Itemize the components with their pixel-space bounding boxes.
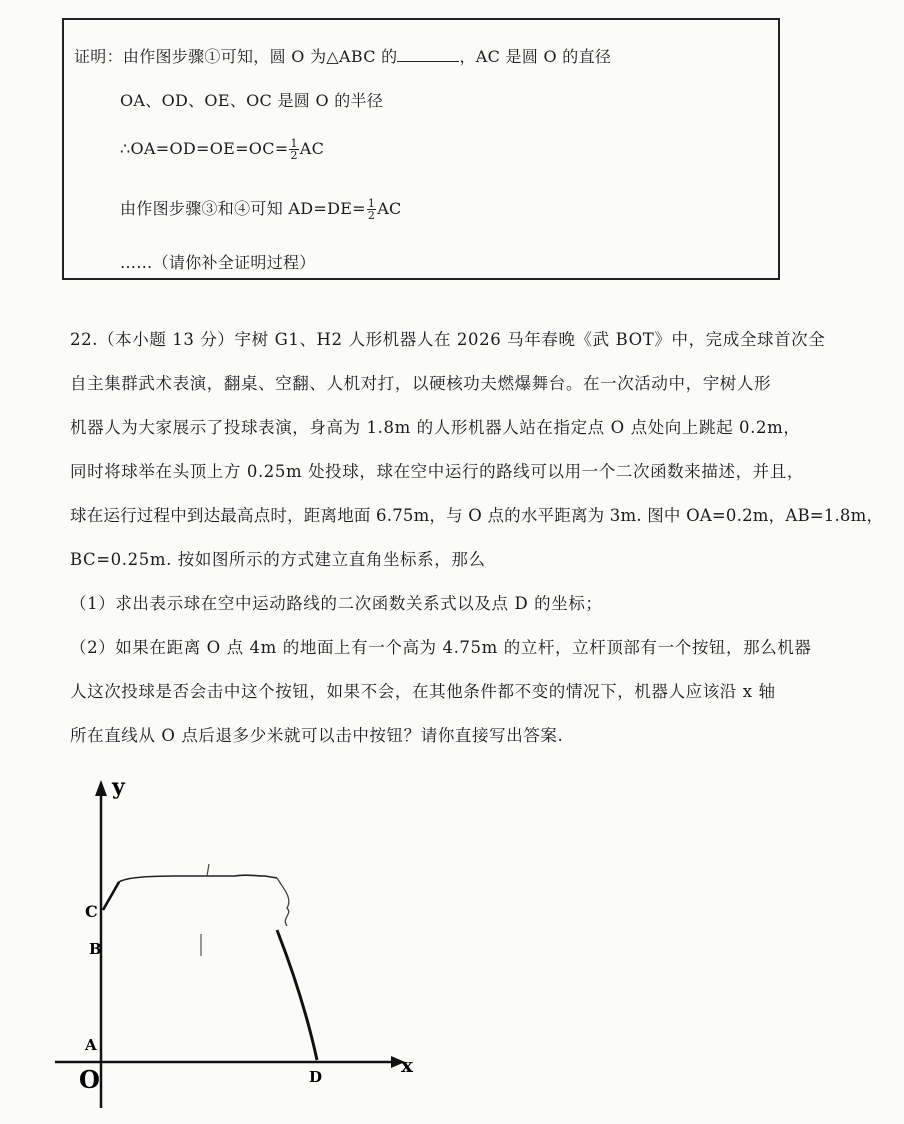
coordinate-figure <box>55 770 435 1115</box>
problem-question-2-line-3: 所在直线从 O 点后退多少米就可以击中按钮？请你直接写出答案. <box>70 726 564 745</box>
origin-label: O <box>79 1065 100 1094</box>
problem-line-4: 同时将球举在头顶上方 0.25m 处投球，球在空中运行的路线可以用一个二次函数来描述，并且， <box>70 462 804 481</box>
proof-line-5: ……（请你补全证明过程） <box>120 253 316 272</box>
problem-line-1: 22.（本小题 13 分）宇树 G1、H2 人形机器人在 2026 马年春晚《武 BOT》中，完成全球首次全 <box>70 330 826 349</box>
proof-line-4 <box>120 196 402 221</box>
point-d-label: D <box>309 1068 323 1086</box>
proof-line-3-text: ∴OA=OD=OE=OC= <box>120 139 289 158</box>
y-axis-label: y <box>112 774 125 800</box>
answer-blank <box>397 47 459 62</box>
problem-line-2: 自主集群武术表演，翻桌、空翻、人机对打，以硬核功夫燃爆舞台。在一次活动中，宇树人形 <box>70 374 772 393</box>
point-b-label: B <box>89 940 102 958</box>
y-axis-arrow <box>95 780 107 796</box>
proof-line-4-text: 由作图步骤③和④可知 AD=DE= <box>120 199 366 218</box>
x-axis-label: x <box>401 1053 413 1077</box>
ball-path-faint <box>277 878 289 926</box>
ball-path-descent <box>277 930 317 1060</box>
point-a-label: A <box>85 1036 97 1054</box>
proof-box <box>62 18 780 280</box>
point-c-label: C <box>85 902 98 921</box>
ball-path-top <box>103 875 277 910</box>
proof-line-1 <box>74 44 611 67</box>
fraction-half <box>289 138 298 161</box>
fraction-half <box>367 198 376 221</box>
ball-path-start <box>103 882 119 910</box>
fraction-numerator: 1 <box>367 197 376 210</box>
proof-line-1-tail: ，AC 是圆 O 的直径 <box>459 47 612 66</box>
proof-line-4-tail: AC <box>377 199 402 218</box>
proof-line-1-text: 证明：由作图步骤①可知，圆 O 为△ABC 的 <box>74 47 398 66</box>
proof-line-3-tail: AC <box>299 139 325 158</box>
pencil-mark <box>207 864 209 876</box>
problem-question-2-line-2: 人这次投球是否会击中这个按钮，如果不会，在其他条件都不变的情况下，机器人应该沿 x 轴 <box>70 682 776 701</box>
proof-line-3 <box>120 138 324 161</box>
problem-question-1: （1）求出表示球在空中运动路线的二次函数关系式以及点 D 的坐标； <box>70 594 603 613</box>
problem-question-2-line-1: （2）如果在距离 O 点 4m 的地面上有一个高为 4.75m 的立杆，立杆顶部有一个按钮，那么机器 <box>70 638 812 657</box>
problem-line-3: 机器人为大家展示了投球表演，身高为 1.8m 的人形机器人站在指定点 O 点处向上跳起 0.2m， <box>70 418 801 437</box>
fraction-denominator: 2 <box>367 209 376 222</box>
fraction-denominator: 2 <box>290 149 298 162</box>
proof-line-2: OA、OD、OE、OC 是圆 O 的半径 <box>120 91 384 110</box>
problem-line-5: 球在运行过程中到达最高点时，距离地面 6.75m，与 O 点的水平距离为 3m. 图中 OA=0.2m，AB=1.8m， <box>70 506 884 525</box>
problem-line-6: BC=0.25m. 按如图所示的方式建立直角坐标系，那么 <box>70 550 486 569</box>
fraction-numerator: 1 <box>290 137 298 150</box>
